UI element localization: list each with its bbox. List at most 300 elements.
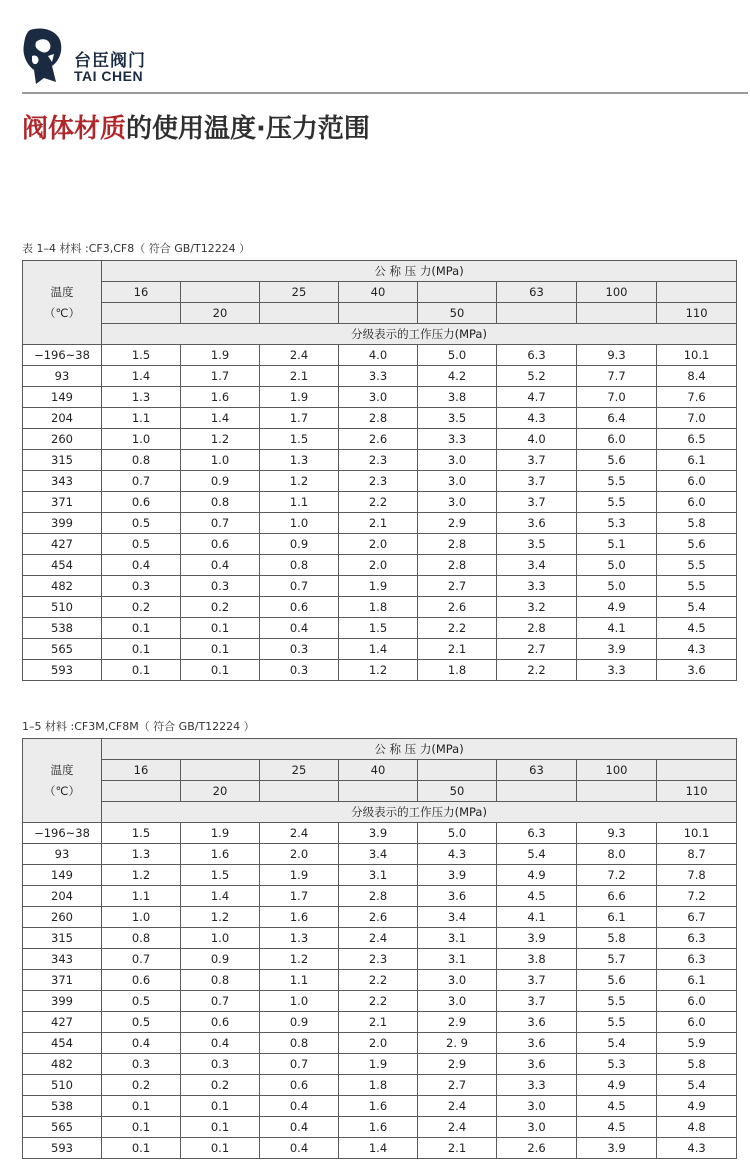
- temperature-cell: −196~38: [23, 823, 102, 844]
- pressure-cell: 3.1: [339, 865, 418, 886]
- pressure-cell: 1.4: [339, 639, 418, 660]
- page-title: [22, 108, 370, 145]
- pressure-cell: 5.8: [657, 1054, 737, 1075]
- pressure-cell: 2.4: [339, 928, 418, 949]
- pressure-cell: 0.8: [102, 928, 181, 949]
- temperature-cell: 565: [23, 639, 102, 660]
- table-row: [23, 513, 737, 534]
- pressure-cell: 1.5: [102, 345, 181, 366]
- temperature-cell: 427: [23, 1012, 102, 1033]
- temperature-cell: 510: [23, 1075, 102, 1096]
- pressure-cell: 6.0: [657, 1012, 737, 1033]
- nominal-class-row: [23, 781, 737, 802]
- pressure-cell: 2.1: [260, 366, 339, 387]
- nominal-pressure-header: 公 称 压 力(MPa): [102, 261, 737, 282]
- pressure-cell: 1.4: [102, 366, 181, 387]
- table-row: [23, 429, 737, 450]
- pressure-cell: 1.2: [339, 660, 418, 681]
- nominal-class-cell: 100: [577, 282, 657, 303]
- pressure-cell: 5.5: [577, 991, 657, 1012]
- pressure-cell: 4.3: [657, 639, 737, 660]
- pressure-cell: 2.0: [339, 534, 418, 555]
- pressure-cell: 0.2: [102, 597, 181, 618]
- table-row: [23, 907, 737, 928]
- temperature-cell: 510: [23, 597, 102, 618]
- pressure-cell: 1.9: [339, 576, 418, 597]
- pressure-cell: 0.3: [102, 576, 181, 597]
- pressure-cell: 1.4: [181, 886, 260, 907]
- pressure-cell: 1.0: [260, 513, 339, 534]
- pressure-cell: 6.0: [657, 492, 737, 513]
- header-row-working: [23, 802, 737, 823]
- pressure-cell: 5.5: [577, 471, 657, 492]
- pressure-cell: 2.2: [339, 991, 418, 1012]
- pressure-cell: 0.5: [102, 991, 181, 1012]
- pressure-cell: 5.1: [577, 534, 657, 555]
- temperature-cell: 315: [23, 450, 102, 471]
- temperature-unit: （℃）: [44, 783, 80, 798]
- nominal-class-cell: 25: [260, 760, 339, 781]
- pressure-cell: 1.7: [181, 366, 260, 387]
- pressure-cell: 1.6: [339, 1096, 418, 1117]
- pressure-cell: 7.0: [657, 408, 737, 429]
- pressure-cell: 7.2: [657, 886, 737, 907]
- pressure-cell: 2.4: [418, 1096, 497, 1117]
- pressure-cell: 1.6: [181, 844, 260, 865]
- pressure-cell: 0.1: [102, 639, 181, 660]
- temperature-cell: 93: [23, 844, 102, 865]
- pressure-cell: 6.0: [657, 471, 737, 492]
- nominal-class-cell: 20: [181, 781, 260, 802]
- nominal-class-cell: 50: [418, 781, 497, 802]
- nominal-class-cell: [339, 781, 418, 802]
- pressure-cell: 0.4: [260, 1138, 339, 1159]
- nominal-class-cell: 16: [102, 282, 181, 303]
- pressure-cell: 6.0: [657, 991, 737, 1012]
- pressure-cell: 3.6: [497, 1033, 577, 1054]
- table-row: [23, 1054, 737, 1075]
- nominal-class-row: [23, 303, 737, 324]
- table-row: [23, 844, 737, 865]
- table-row: [23, 865, 737, 886]
- nominal-class-cell: 20: [181, 303, 260, 324]
- pressure-cell: 5.5: [577, 1012, 657, 1033]
- pressure-cell: 0.4: [260, 618, 339, 639]
- pressure-cell: 4.9: [657, 1096, 737, 1117]
- pressure-cell: 0.4: [260, 1096, 339, 1117]
- pressure-cell: 3.6: [657, 660, 737, 681]
- pressure-cell: 5.3: [577, 1054, 657, 1075]
- pressure-cell: 0.7: [260, 576, 339, 597]
- pressure-cell: 0.7: [260, 1054, 339, 1075]
- pressure-cell: 0.7: [102, 471, 181, 492]
- pressure-cell: 4.5: [497, 886, 577, 907]
- table-row: [23, 991, 737, 1012]
- pressure-cell: 0.3: [260, 639, 339, 660]
- pressure-cell: 5.3: [577, 513, 657, 534]
- pressure-cell: 3.8: [497, 949, 577, 970]
- table-row: [23, 345, 737, 366]
- pressure-cell: 5.0: [577, 555, 657, 576]
- pressure-cell: 0.4: [181, 1033, 260, 1054]
- pressure-cell: 1.7: [260, 408, 339, 429]
- table-row: [23, 534, 737, 555]
- pressure-cell: 6.1: [657, 450, 737, 471]
- temperature-cell: 149: [23, 387, 102, 408]
- pressure-cell: 6.1: [577, 907, 657, 928]
- pressure-cell: 7.6: [657, 387, 737, 408]
- temperature-cell: 482: [23, 576, 102, 597]
- pressure-cell: 4.1: [577, 618, 657, 639]
- pressure-cell: 5.4: [497, 844, 577, 865]
- temperature-cell: 454: [23, 555, 102, 576]
- pressure-cell: 3.0: [418, 970, 497, 991]
- nominal-class-cell: [657, 282, 737, 303]
- nominal-class-cell: [181, 282, 260, 303]
- pressure-cell: 10.1: [657, 345, 737, 366]
- nominal-class-cell: [181, 760, 260, 781]
- pressure-cell: 4.9: [577, 1075, 657, 1096]
- pressure-cell: 3.6: [497, 1054, 577, 1075]
- pressure-cell: 0.8: [102, 450, 181, 471]
- table-1-caption: 表 1–4 材料 :CF3,CF8（ 符合 GB/T12224 ）: [22, 242, 251, 255]
- nominal-class-cell: [102, 781, 181, 802]
- pressure-cell: 1.8: [339, 1075, 418, 1096]
- pressure-cell: 3.6: [418, 886, 497, 907]
- table-row: [23, 618, 737, 639]
- table-row: [23, 639, 737, 660]
- pressure-cell: 0.6: [181, 1012, 260, 1033]
- pressure-cell: 1.1: [102, 886, 181, 907]
- pressure-cell: 1.0: [260, 991, 339, 1012]
- pressure-cell: 0.1: [102, 618, 181, 639]
- pressure-cell: 2.4: [260, 823, 339, 844]
- pressure-cell: 4.7: [497, 387, 577, 408]
- table-row: [23, 366, 737, 387]
- pressure-cell: 3.0: [418, 492, 497, 513]
- pressure-cell: 2.0: [339, 555, 418, 576]
- nominal-class-cell: 40: [339, 282, 418, 303]
- pressure-cell: 9.3: [577, 823, 657, 844]
- pressure-cell: 0.7: [181, 513, 260, 534]
- table-row: [23, 660, 737, 681]
- pressure-cell: 3.3: [497, 1075, 577, 1096]
- working-pressure-header: 分级表示的工作压力(MPa): [102, 802, 737, 823]
- table-row: [23, 1012, 737, 1033]
- pressure-cell: 0.2: [181, 597, 260, 618]
- header-row-pressure: [23, 261, 737, 282]
- pressure-cell: 5.0: [577, 576, 657, 597]
- temperature-cell: 371: [23, 492, 102, 513]
- pressure-cell: 1.5: [181, 865, 260, 886]
- temperature-cell: 260: [23, 907, 102, 928]
- page-title-rest: 的使用温度·压力范围: [126, 114, 370, 144]
- temperature-label: 温度: [50, 284, 74, 299]
- pressure-temp-table-1: [22, 260, 737, 681]
- pressure-cell: 2.8: [339, 408, 418, 429]
- pressure-cell: 4.5: [577, 1096, 657, 1117]
- pressure-cell: 5.5: [657, 555, 737, 576]
- temperature-cell: 565: [23, 1117, 102, 1138]
- pressure-cell: 0.1: [102, 1096, 181, 1117]
- pressure-cell: 1.2: [181, 907, 260, 928]
- table-row: [23, 928, 737, 949]
- pressure-cell: 2.6: [418, 597, 497, 618]
- working-pressure-header: 分级表示的工作压力(MPa): [102, 324, 737, 345]
- header-row-working: [23, 324, 737, 345]
- temperature-cell: 343: [23, 949, 102, 970]
- pressure-cell: 0.3: [181, 576, 260, 597]
- temperature-cell: 538: [23, 1096, 102, 1117]
- pressure-cell: 1.4: [181, 408, 260, 429]
- brand-name-en: TAI CHEN: [74, 68, 144, 84]
- pressure-cell: 5.8: [657, 513, 737, 534]
- pressure-cell: 3.9: [339, 823, 418, 844]
- pressure-cell: 0.1: [102, 660, 181, 681]
- pressure-cell: 5.0: [418, 823, 497, 844]
- pressure-cell: 3.8: [418, 387, 497, 408]
- pressure-cell: 1.9: [181, 823, 260, 844]
- pressure-cell: 3.1: [418, 949, 497, 970]
- pressure-cell: 4.2: [418, 366, 497, 387]
- pressure-cell: 5.9: [657, 1033, 737, 1054]
- pressure-cell: 3.7: [497, 471, 577, 492]
- pressure-cell: 0.4: [260, 1117, 339, 1138]
- pressure-cell: 2.2: [418, 618, 497, 639]
- pressure-cell: 0.1: [181, 618, 260, 639]
- pressure-cell: 4.3: [497, 408, 577, 429]
- pressure-cell: 0.4: [102, 555, 181, 576]
- pressure-cell: 2.1: [418, 639, 497, 660]
- pressure-cell: 3.9: [577, 639, 657, 660]
- pressure-cell: 6.6: [577, 886, 657, 907]
- pressure-cell: 1.7: [260, 886, 339, 907]
- pressure-cell: 1.2: [181, 429, 260, 450]
- pressure-cell: 2.2: [339, 492, 418, 513]
- pressure-cell: 0.6: [181, 534, 260, 555]
- table-row: [23, 823, 737, 844]
- pressure-cell: 0.2: [102, 1075, 181, 1096]
- table-row: [23, 387, 737, 408]
- pressure-cell: 2.9: [418, 1054, 497, 1075]
- pressure-cell: 1.5: [339, 618, 418, 639]
- nominal-class-cell: [497, 781, 577, 802]
- table-row: [23, 1033, 737, 1054]
- table-row: [23, 408, 737, 429]
- table-2-body: [23, 739, 737, 1159]
- pressure-cell: 2.9: [418, 513, 497, 534]
- pressure-cell: 2.8: [418, 534, 497, 555]
- table-row: [23, 1117, 737, 1138]
- table-row: [23, 492, 737, 513]
- table-row: [23, 1096, 737, 1117]
- pressure-cell: 5.2: [497, 366, 577, 387]
- table-row: [23, 555, 737, 576]
- pressure-cell: 2.9: [418, 1012, 497, 1033]
- pressure-cell: 3.0: [339, 387, 418, 408]
- pressure-cell: 0.6: [260, 597, 339, 618]
- pressure-cell: 0.2: [181, 1075, 260, 1096]
- pressure-cell: 0.8: [181, 492, 260, 513]
- pressure-cell: 0.9: [181, 949, 260, 970]
- brand-logo: [22, 26, 172, 88]
- nominal-class-cell: [418, 760, 497, 781]
- pressure-cell: 1.1: [260, 970, 339, 991]
- pressure-cell: 1.1: [260, 492, 339, 513]
- pressure-cell: 4.9: [577, 597, 657, 618]
- pressure-cell: 3.3: [339, 366, 418, 387]
- nominal-class-cell: 63: [497, 760, 577, 781]
- pressure-cell: 3.9: [577, 1138, 657, 1159]
- pressure-cell: 2.1: [418, 1138, 497, 1159]
- pressure-cell: 5.6: [577, 970, 657, 991]
- pressure-cell: 2.7: [418, 1075, 497, 1096]
- pressure-cell: 0.6: [102, 492, 181, 513]
- pressure-cell: 6.5: [657, 429, 737, 450]
- temperature-header: [23, 261, 102, 345]
- pressure-cell: 7.0: [577, 387, 657, 408]
- pressure-cell: 0.7: [102, 949, 181, 970]
- pressure-cell: 3.4: [339, 844, 418, 865]
- pressure-cell: 3.3: [418, 429, 497, 450]
- pressure-cell: 4.3: [418, 844, 497, 865]
- pressure-cell: 1.3: [260, 450, 339, 471]
- temperature-cell: 315: [23, 928, 102, 949]
- pressure-cell: 0.1: [181, 660, 260, 681]
- pressure-cell: 1.3: [102, 387, 181, 408]
- pressure-cell: 1.9: [181, 345, 260, 366]
- temperature-cell: 93: [23, 366, 102, 387]
- table-2-caption: 1–5 材料 :CF3M,CF8M（ 符合 GB/T12224 ）: [22, 720, 255, 733]
- pressure-cell: 1.0: [181, 928, 260, 949]
- pressure-cell: 2.6: [339, 429, 418, 450]
- pressure-cell: 1.4: [339, 1138, 418, 1159]
- pressure-cell: 2.4: [260, 345, 339, 366]
- pressure-cell: 0.1: [181, 1096, 260, 1117]
- pressure-cell: 0.8: [260, 1033, 339, 1054]
- pressure-cell: 5.8: [577, 928, 657, 949]
- pressure-cell: 3.3: [497, 576, 577, 597]
- pressure-cell: 3.0: [418, 991, 497, 1012]
- nominal-class-cell: [577, 303, 657, 324]
- nominal-class-cell: [260, 303, 339, 324]
- pressure-cell: 2.1: [339, 1012, 418, 1033]
- pressure-cell: 3.0: [497, 1117, 577, 1138]
- pressure-cell: 10.1: [657, 823, 737, 844]
- pressure-cell: 2.6: [497, 1138, 577, 1159]
- table-row: [23, 1075, 737, 1096]
- pressure-cell: 6.3: [657, 928, 737, 949]
- pressure-cell: 1.8: [418, 660, 497, 681]
- pressure-cell: 4.1: [497, 907, 577, 928]
- pressure-cell: 0.3: [102, 1054, 181, 1075]
- pressure-cell: 1.3: [102, 844, 181, 865]
- nominal-class-cell: 50: [418, 303, 497, 324]
- table-row: [23, 1138, 737, 1159]
- pressure-cell: 2.0: [339, 1033, 418, 1054]
- nominal-class-cell: 100: [577, 760, 657, 781]
- header-divider: [22, 92, 748, 94]
- pressure-cell: 3.9: [497, 928, 577, 949]
- pressure-cell: 2.8: [497, 618, 577, 639]
- pressure-cell: 3.4: [497, 555, 577, 576]
- pressure-cell: 6.7: [657, 907, 737, 928]
- pressure-cell: 0.1: [181, 1117, 260, 1138]
- pressure-cell: 4.0: [339, 345, 418, 366]
- pressure-cell: 1.1: [102, 408, 181, 429]
- table-row: [23, 970, 737, 991]
- pressure-cell: 6.1: [657, 970, 737, 991]
- pressure-cell: 2. 9: [418, 1033, 497, 1054]
- temperature-cell: 454: [23, 1033, 102, 1054]
- temperature-label: 温度: [50, 762, 74, 777]
- pressure-cell: 3.6: [497, 513, 577, 534]
- pressure-cell: 1.0: [102, 429, 181, 450]
- table-row: [23, 949, 737, 970]
- nominal-class-cell: [260, 781, 339, 802]
- pressure-cell: 3.1: [418, 928, 497, 949]
- temperature-cell: 538: [23, 618, 102, 639]
- table-row: [23, 471, 737, 492]
- nominal-class-cell: [418, 282, 497, 303]
- temperature-cell: 371: [23, 970, 102, 991]
- pressure-cell: 4.5: [657, 618, 737, 639]
- pressure-cell: 1.6: [339, 1117, 418, 1138]
- nominal-class-cell: [339, 303, 418, 324]
- pressure-cell: 0.5: [102, 513, 181, 534]
- pressure-cell: 3.7: [497, 450, 577, 471]
- pressure-cell: 3.5: [418, 408, 497, 429]
- temperature-cell: 260: [23, 429, 102, 450]
- temperature-cell: 593: [23, 660, 102, 681]
- pressure-cell: 2.1: [339, 513, 418, 534]
- pressure-cell: 0.6: [260, 1075, 339, 1096]
- nominal-class-cell: [102, 303, 181, 324]
- pressure-cell: 4.0: [497, 429, 577, 450]
- pressure-cell: 5.6: [577, 450, 657, 471]
- pressure-cell: 3.2: [497, 597, 577, 618]
- pressure-cell: 6.3: [657, 949, 737, 970]
- temperature-cell: 399: [23, 991, 102, 1012]
- pressure-cell: 0.9: [260, 534, 339, 555]
- header-row-pressure: [23, 739, 737, 760]
- logo-emblem-icon: [22, 26, 64, 86]
- nominal-class-row: [23, 282, 737, 303]
- pressure-cell: 0.9: [260, 1012, 339, 1033]
- table-1-body: [23, 261, 737, 681]
- table-row: [23, 576, 737, 597]
- pressure-cell: 3.7: [497, 970, 577, 991]
- pressure-cell: 1.9: [260, 387, 339, 408]
- nominal-class-cell: 16: [102, 760, 181, 781]
- pressure-cell: 0.7: [181, 991, 260, 1012]
- pressure-cell: 2.4: [418, 1117, 497, 1138]
- pressure-cell: 1.2: [260, 471, 339, 492]
- pressure-cell: 1.5: [260, 429, 339, 450]
- temperature-unit: （℃）: [44, 305, 80, 320]
- pressure-cell: 8.7: [657, 844, 737, 865]
- pressure-cell: 1.9: [260, 865, 339, 886]
- temperature-cell: 204: [23, 886, 102, 907]
- temperature-cell: −196~38: [23, 345, 102, 366]
- pressure-cell: 6.4: [577, 408, 657, 429]
- pressure-cell: 7.7: [577, 366, 657, 387]
- pressure-cell: 8.4: [657, 366, 737, 387]
- pressure-cell: 2.8: [339, 886, 418, 907]
- temperature-cell: 482: [23, 1054, 102, 1075]
- pressure-cell: 1.0: [102, 907, 181, 928]
- pressure-cell: 6.0: [577, 429, 657, 450]
